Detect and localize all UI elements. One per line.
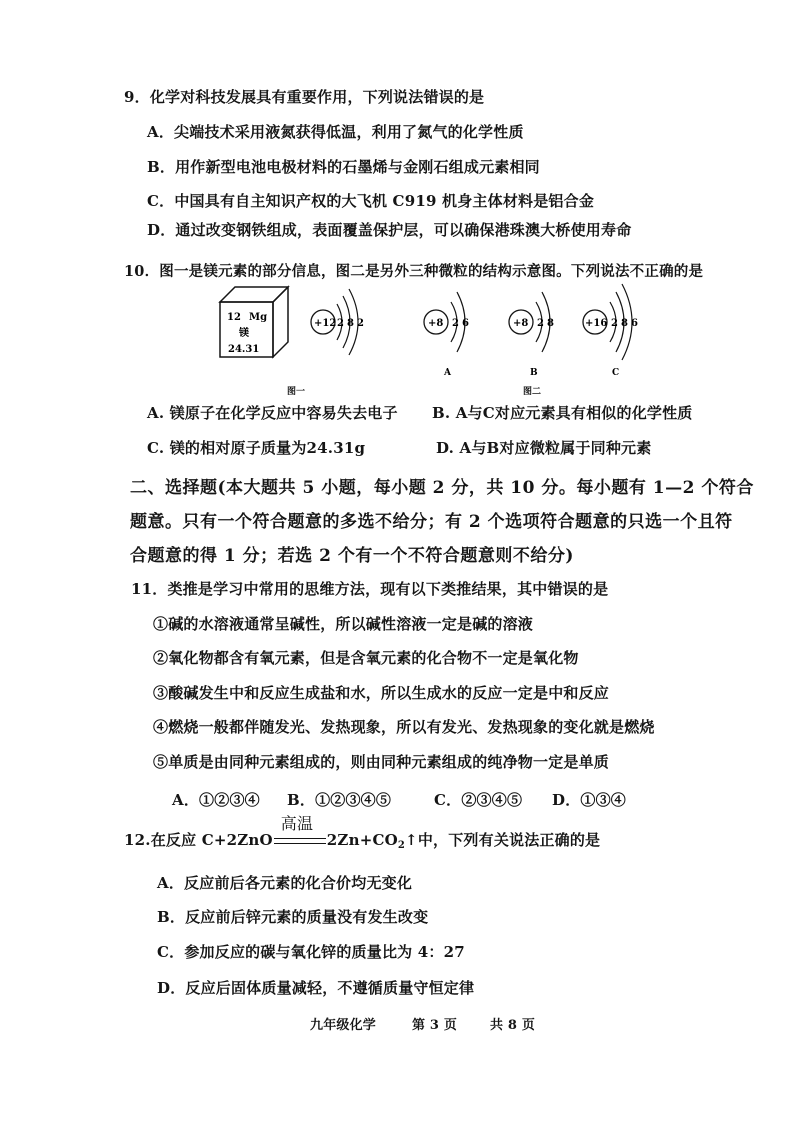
- footer-total: 共 8 页: [490, 1018, 536, 1033]
- reaction-arrow: [273, 814, 327, 849]
- reaction-condition: 高温: [280, 814, 314, 833]
- q11-option-a: A．①②③④: [172, 791, 260, 809]
- particle-a-shell-1: 2: [452, 318, 459, 329]
- mg-nucleus: +12: [314, 318, 337, 329]
- q12-product-subscript: 2: [397, 840, 406, 851]
- particle-c-nucleus: +16: [585, 318, 608, 329]
- q11-statement-5: ⑤单质是由同种元素组成的，则由同种元素组成的纯净物一定是单质: [153, 753, 610, 771]
- footer-page: 第 3 页: [412, 1018, 458, 1033]
- particle-c-shell-3: 6: [631, 318, 638, 329]
- q11-statement-2: ②氧化物都含有氧元素，但是含氧元素的化合物不一定是氧化物: [153, 649, 579, 667]
- q12-suffix: ↑中，下列有关说法正确的是: [405, 831, 601, 849]
- mg-shell-2: 8: [347, 318, 354, 329]
- q10-option-d: D. A与B对应微粒属于同种元素: [436, 439, 652, 457]
- q11-option-d: D．①③④: [552, 791, 627, 809]
- figure-two: [418, 282, 668, 377]
- q11-statement-1: ①碱的水溶液通常呈碱性，所以碱性溶液一定是碱的溶液: [153, 615, 534, 633]
- q10-stem: 10．图一是镁元素的部分信息，图二是另外三种微粒的结构示意图。下列说法不正确的是: [124, 263, 704, 280]
- particle-b-shell-2: 8: [547, 318, 554, 329]
- figure-one: [215, 282, 375, 362]
- q10-option-b: B. A与C对应元素具有相似的化学性质: [432, 404, 693, 422]
- particle-c-label: C: [612, 368, 620, 377]
- equals-sign: [274, 838, 326, 844]
- q11-statement-4: ④燃烧一般都伴随发光、发热现象，所以有发光、发热现象的变化就是燃烧: [153, 718, 655, 736]
- q9-option-c: C．中国具有自主知识产权的大飞机 C919 机身主体材料是铝合金: [147, 192, 595, 210]
- particle-a-shell-2: 6: [462, 318, 469, 329]
- element-mass: 24.31: [228, 344, 260, 355]
- q11-stem: 11．类推是学习中常用的思维方法，现有以下类推结果，其中错误的是: [131, 580, 609, 598]
- q11-statement-3: ③酸碱发生中和反应生成盐和水，所以生成水的反应一定是中和反应: [153, 684, 610, 702]
- q12-option-c: C．参加反应的碳与氧化锌的质量比为 4：27: [157, 943, 465, 961]
- q12-option-d: D．反应后固体质量减轻，不遵循质量守恒定律: [157, 979, 475, 997]
- q9-option-a: A．尖端技术采用液氮获得低温，利用了氮气的化学性质: [147, 123, 524, 141]
- q10-option-c: C. 镁的相对原子质量为24.31g: [147, 439, 366, 457]
- q9-option-b: B．用作新型电池电极材料的石墨烯与金刚石组成元素相同: [147, 158, 540, 176]
- particle-a-nucleus: +8: [428, 318, 444, 329]
- mg-shell-1: 2: [337, 318, 344, 329]
- particle-b-shell-1: 2: [537, 318, 544, 329]
- section-two-line-3: 合题意的得 1 分；若选 2 个有一个不符合题意则不给分): [130, 546, 574, 566]
- q11-option-c: C．②③④⑤: [434, 791, 523, 809]
- element-symbol: Mg: [249, 312, 268, 323]
- q11-option-b: B．①②③④⑤: [287, 791, 392, 809]
- element-name: 镁: [239, 328, 249, 339]
- q12-option-b: B．反应前后锌元素的质量没有发生改变: [157, 908, 429, 926]
- particle-c-shell-2: 8: [621, 318, 628, 329]
- section-two-line-2: 题意。只有一个符合题意的多选不给分；有 2 个选项符合题意的只选一个且符: [130, 512, 733, 532]
- particle-b-label: B: [530, 368, 538, 377]
- particle-a-label: A: [444, 368, 451, 377]
- q10-option-a: A. 镁原子在化学反应中容易失去电子: [147, 404, 398, 422]
- figure-two-caption: 图二: [523, 387, 542, 397]
- particle-c-shell-1: 2: [611, 318, 618, 329]
- particle-b-nucleus: +8: [513, 318, 529, 329]
- element-number: 12: [227, 312, 241, 323]
- q12-stem: [124, 814, 601, 851]
- footer-subject: 九年级化学: [310, 1018, 377, 1033]
- q12-prefix: 12.在反应 C+2ZnO: [124, 831, 273, 849]
- q12-product: 2Zn+CO: [326, 831, 398, 849]
- section-two-line-1: 二、选择题(本大题共 5 小题，每小题 2 分，共 10 分。每小题有 1—2 个符合: [130, 478, 754, 498]
- figure-one-caption: 图一: [287, 387, 306, 397]
- mg-shell-3: 2: [357, 318, 364, 329]
- q12-option-a: A．反应前后各元素的化合价均无变化: [157, 874, 413, 892]
- q9-option-d: D．通过改变钢铁组成，表面覆盖保护层，可以确保港珠澳大桥使用寿命: [147, 221, 632, 239]
- q9-stem: 9．化学对科技发展具有重要作用，下列说法错误的是: [124, 88, 485, 106]
